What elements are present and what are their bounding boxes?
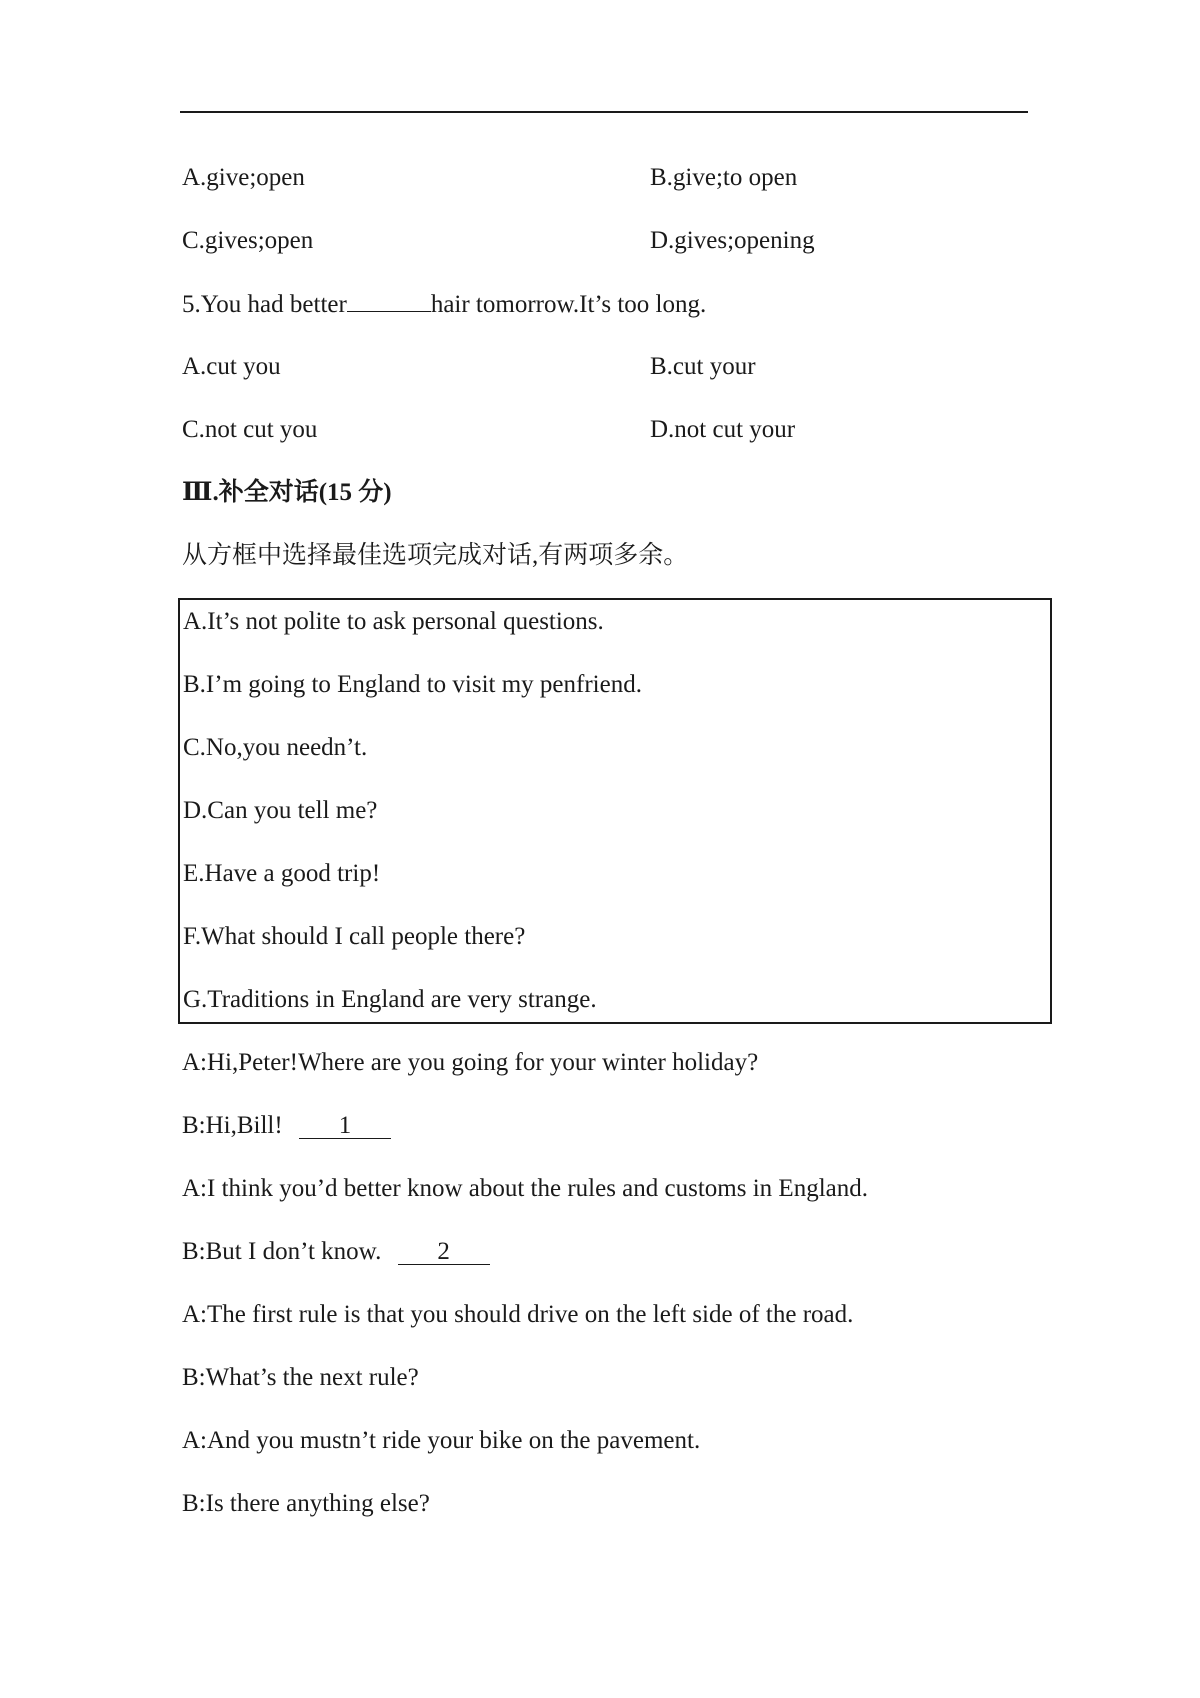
q5-option-a: A.cut you bbox=[182, 353, 281, 380]
q5-option-b: B.cut your bbox=[650, 353, 756, 380]
section3-instruction: 从方框中选择最佳选项完成对话,有两项多余。 bbox=[182, 542, 689, 569]
box-option-g: G.Traditions in England are very strange. bbox=[183, 986, 597, 1013]
q5-option-d: D.not cut your bbox=[650, 416, 796, 443]
box-option-b: B.I’m going to England to visit my penfriend. bbox=[183, 671, 642, 698]
q4-option-b: B.give;to open bbox=[650, 164, 798, 191]
dialogue-blank-1: 1 bbox=[299, 1114, 391, 1139]
dialogue-line-2-text: B:Hi,Bill! bbox=[182, 1112, 283, 1139]
box-option-f: F.What should I call people there? bbox=[183, 923, 526, 950]
dialogue-line-4-text: B:But I don’t know. bbox=[182, 1238, 382, 1265]
dialogue-line-1: A:Hi,Peter!Where are you going for your winter holiday? bbox=[182, 1049, 759, 1076]
q4-option-d: D.gives;opening bbox=[650, 227, 815, 254]
dialogue-line-3: A:I think you’d better know about the rules and customs in England. bbox=[182, 1175, 868, 1202]
q5-stem-before: 5.You had better bbox=[182, 291, 347, 318]
dialogue-line-2 bbox=[182, 1111, 391, 1141]
q5-stem bbox=[182, 289, 706, 320]
options-box bbox=[178, 598, 1052, 1024]
box-option-e: E.Have a good trip! bbox=[183, 860, 381, 887]
q4-option-c: C.gives;open bbox=[182, 227, 314, 254]
dialogue-line-6: B:What’s the next rule? bbox=[182, 1364, 419, 1391]
dialogue-line-8: B:Is there anything else? bbox=[182, 1490, 430, 1517]
q4-option-a: A.give;open bbox=[182, 164, 305, 191]
section3-title: Ⅲ.补全对话(15 分) bbox=[182, 479, 392, 506]
box-option-c: C.No,you needn’t. bbox=[183, 734, 368, 761]
q5-stem-after: hair tomorrow.It’s too long. bbox=[430, 291, 707, 318]
q5-answer-blank bbox=[347, 289, 431, 312]
q5-option-c: C.not cut you bbox=[182, 416, 318, 443]
dialogue-line-5: A:The first rule is that you should drive on the left side of the road. bbox=[182, 1301, 854, 1328]
box-option-a: A.It’s not polite to ask personal questions. bbox=[183, 608, 604, 635]
dialogue-line-7: A:And you mustn’t ride your bike on the pavement. bbox=[182, 1427, 701, 1454]
top-divider bbox=[180, 111, 1028, 113]
dialogue-line-4 bbox=[182, 1237, 490, 1267]
dialogue-blank-2: 2 bbox=[398, 1240, 490, 1265]
box-option-d: D.Can you tell me? bbox=[183, 797, 378, 824]
